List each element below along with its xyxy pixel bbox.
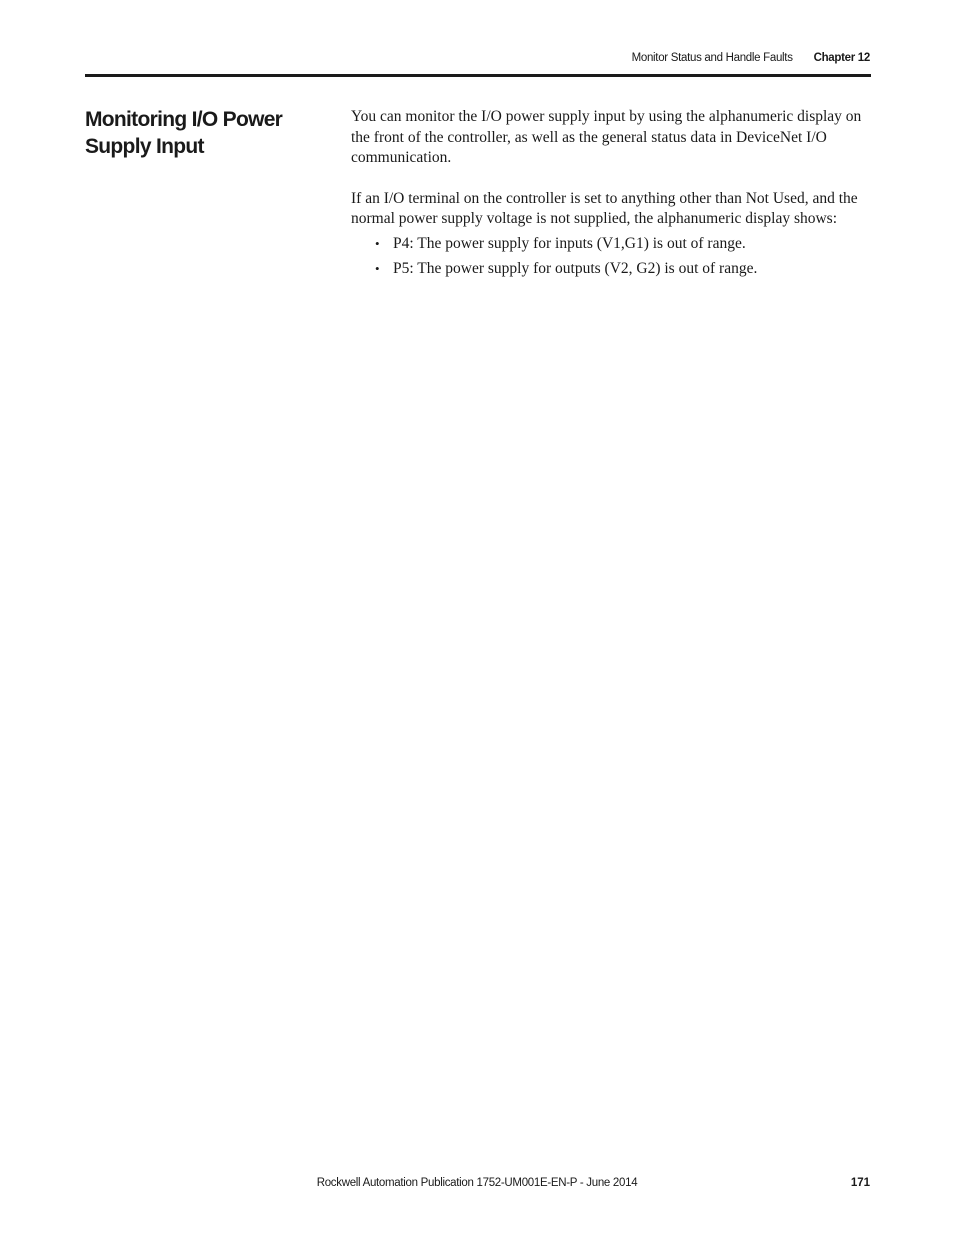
bullet-text: P4: The power supply for inputs (V1,G1) is out of range. (393, 234, 746, 252)
bullet-list (351, 234, 873, 280)
bullet-dot-icon: • (375, 260, 380, 276)
footer-publication: Rockwell Automation Publication 1752-UM001E-EN-P - June 2014 (316, 1177, 638, 1189)
bullet-item (351, 234, 873, 255)
section-title: Monitoring I/O Power Supply Input (85, 108, 283, 158)
section-body (351, 107, 873, 284)
page-number: 171 (850, 1177, 870, 1189)
body-paragraph-1: You can monitor the I/O power supply input by using the alphanumeric display on the front of the controller, as well as the general status data in DeviceNet I/O communication. (351, 108, 862, 166)
bullet-item (351, 259, 873, 280)
running-header (632, 52, 870, 64)
header-section-name: Monitor Status and Handle Faults (631, 52, 793, 64)
header-rule (85, 74, 871, 77)
bullet-text: P5: The power supply for outputs (V2, G2) is out of range. (393, 259, 758, 277)
bullet-dot-icon: • (375, 235, 380, 251)
body-paragraph-2: If an I/O terminal on the controller is set to anything other than Not Used, and the normal power supply voltage is not supplied, the alphanumeric display shows: (351, 189, 858, 227)
header-chapter-label: Chapter 12 (813, 52, 870, 64)
